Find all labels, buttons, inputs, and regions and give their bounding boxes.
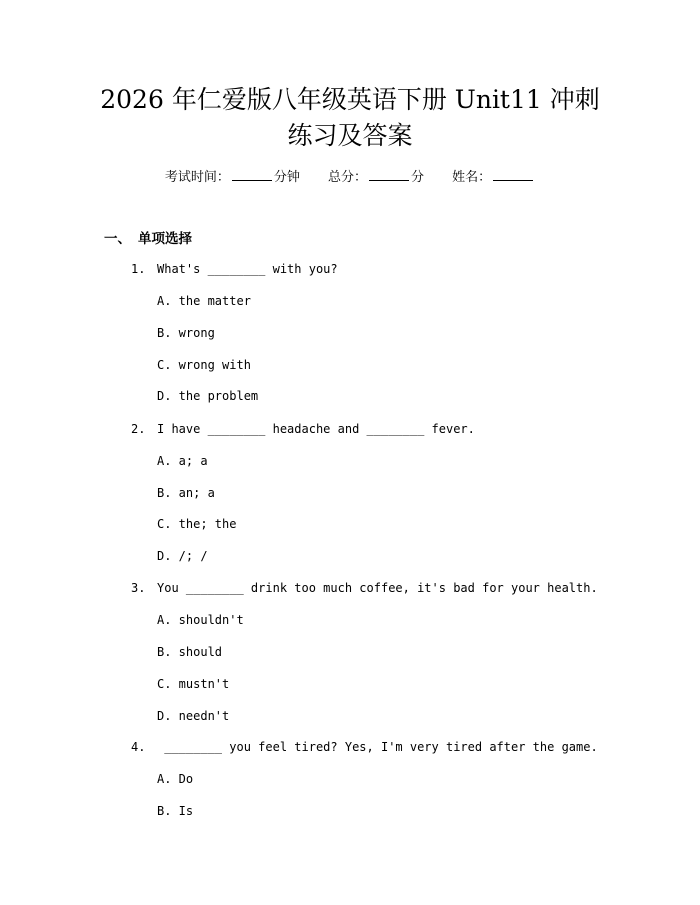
student-name-label: 姓名： <box>452 170 492 185</box>
question-text: ________ you feel tired? Yes, I'm very tired after the game. <box>157 740 598 754</box>
question-3 <box>131 579 598 597</box>
document-title-line-1: 2026 年仁爱版八年级英语下册 Unit11 冲刺 <box>100 85 600 114</box>
total-score-field <box>328 168 424 188</box>
question-3-option-b: B. should <box>157 645 223 659</box>
question-1-option-a: A. the matter <box>157 294 251 308</box>
question-text: You ________ drink too much coffee, it's bad for your health. <box>157 581 598 595</box>
total-score-unit: 分 <box>411 170 425 185</box>
question-1-option-d: D. the problem <box>157 389 259 403</box>
total-score-blank <box>369 168 409 181</box>
question-2-option-a: A. a; a <box>157 454 208 468</box>
question-text: I have ________ headache and ________ fever. <box>157 422 475 436</box>
question-4 <box>131 738 598 756</box>
question-4-option-a: A. Do <box>157 772 194 786</box>
exam-meta-row <box>0 168 700 188</box>
question-1-option-b: B. wrong <box>157 326 215 340</box>
question-3-option-a: A. shouldn't <box>157 613 244 627</box>
question-3-option-c: C. mustn't <box>157 677 230 691</box>
question-2 <box>131 420 475 438</box>
question-2-option-b: B. an; a <box>157 486 215 500</box>
student-name-field <box>452 168 535 188</box>
question-3-option-d: D. needn't <box>157 709 230 723</box>
question-number: 2. <box>131 422 146 436</box>
question-1-option-c: C. wrong with <box>157 358 251 372</box>
question-1 <box>131 260 338 278</box>
document-title-line-2: 练习及答案 <box>287 121 413 150</box>
student-name-blank <box>493 168 533 181</box>
exam-time-label: 考试时间： <box>164 170 230 185</box>
question-number: 4. <box>131 740 146 754</box>
section-title: 单项选择 <box>138 231 192 247</box>
question-2-option-c: C. the; the <box>157 517 237 531</box>
section-number: 一、 <box>104 231 131 247</box>
question-number: 3. <box>131 581 146 595</box>
exam-time-field <box>165 168 300 188</box>
section-heading <box>104 229 192 249</box>
total-score-label: 总分： <box>327 170 367 185</box>
exam-time-unit: 分钟 <box>273 170 300 185</box>
question-text: What's ________ with you? <box>157 262 338 276</box>
question-4-option-b: B. Is <box>157 804 194 818</box>
exam-time-blank <box>232 168 272 181</box>
question-2-option-d: D. /; / <box>157 549 208 563</box>
question-number: 1. <box>131 262 146 276</box>
